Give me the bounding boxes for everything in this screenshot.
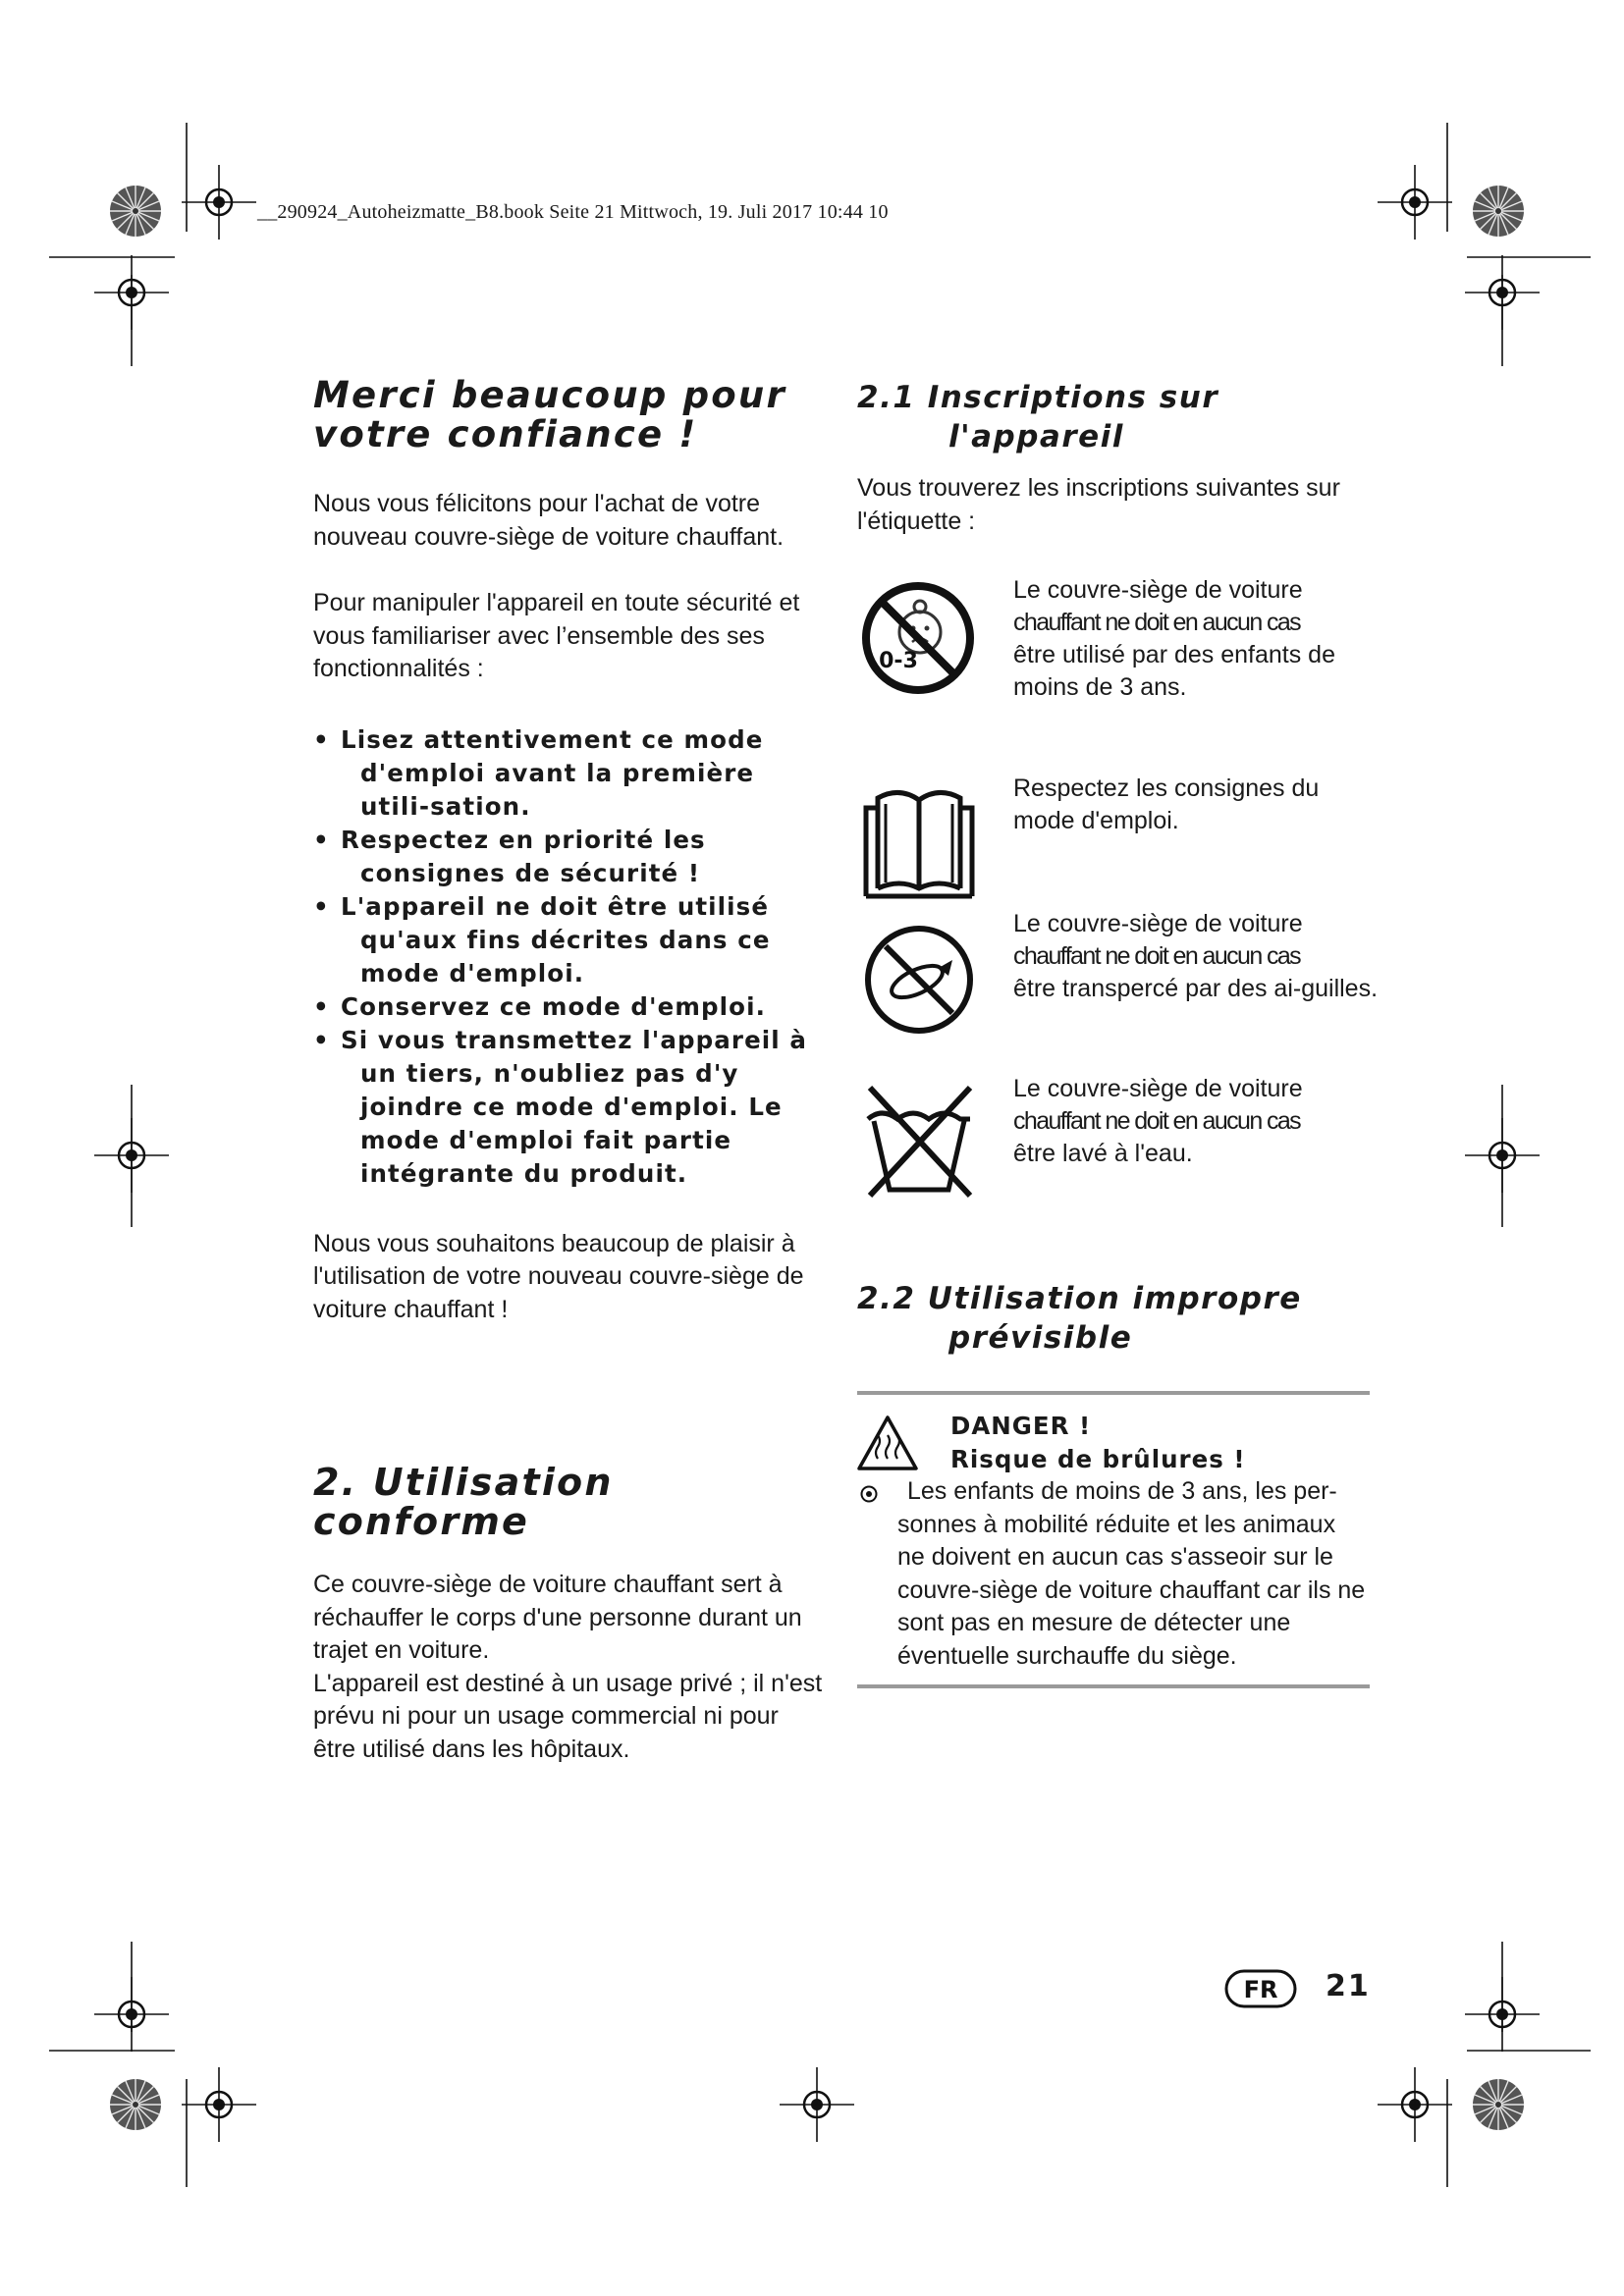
heat-warning-icon: [855, 1414, 920, 1472]
symbol-3-text: [1013, 908, 1386, 1005]
icon-label-0-3: 0-3: [879, 649, 918, 673]
intro-paragraph-2: [313, 587, 824, 686]
danger-label: DANGER !: [950, 1412, 1092, 1440]
intro-text-2: Pour manipuler l'appareil en toute sécurité et vous familiariser avec l’ensemble des ses fonctionnalités :: [313, 589, 800, 682]
intro-paragraph: [313, 488, 824, 554]
section-2-1-intro: Vous trouverez les inscriptions suivantes sur l'étiquette :: [857, 474, 1340, 535]
section-2-1: [857, 378, 1378, 538]
list-item: • Respectez en priorité les consignes de sécurité !: [313, 824, 824, 890]
no-pins-icon: [862, 923, 976, 1037]
danger-subtitle: Risque de brûlures !: [950, 1445, 1246, 1473]
section-2-2-title: [857, 1279, 1378, 1358]
section-2-body: [313, 1569, 824, 1766]
page-title-line1: Merci beaucoup pour: [313, 374, 786, 416]
symbol-4-text: [1013, 1073, 1386, 1170]
closing-paragraph: [313, 1228, 824, 1327]
section-2-text-1: Ce couvre-siège de voiture chauffant sert à réchauffer le corps d'une personne durant un trajet en voiture.: [313, 1571, 802, 1664]
instruction-manual-icon: [860, 780, 978, 903]
section-2: [313, 1463, 824, 1766]
symbol-1-line3: être utilisé par des enfants de moins de 3 ans.: [1013, 641, 1335, 701]
section-2-1-title: [857, 378, 1378, 456]
symbol-3-line2: chauffant ne doit en aucun cas: [1013, 942, 1301, 970]
list-item: • L'appareil ne doit être utilisé qu'aux fins décrites dans ce mode d'emploi.: [313, 890, 824, 990]
symbol-3-line3: être transpercé par des ai-guilles.: [1013, 975, 1379, 1002]
warning-top-rule: [857, 1391, 1370, 1395]
section-2-title: 2. Utilisation conforme: [313, 1461, 614, 1543]
page-title: [313, 376, 824, 454]
symbol-4-line2: chauffant ne doit en aucun cas: [1013, 1107, 1301, 1135]
symbol-4-line1: Le couvre-siège de voiture: [1013, 1075, 1303, 1102]
danger-heading: [950, 1410, 1363, 1476]
page-number: 21: [1326, 1969, 1371, 2003]
do-not-wash-icon: [860, 1080, 978, 1202]
symbol-4-line3: être lavé à l'eau.: [1013, 1140, 1193, 1167]
language-badge: [1224, 1969, 1297, 2008]
left-column: [313, 376, 824, 1326]
intro-text: Nous vous félicitons pour l'achat de votre nouveau couvre-siège de voiture chauffant.: [313, 490, 785, 551]
symbol-1-line1: Le couvre-siège de voiture: [1013, 576, 1303, 604]
symbol-1-text: [1013, 574, 1386, 704]
list-item: • Conservez ce mode d'emploi.: [313, 990, 824, 1024]
warning-bottom-rule: [857, 1684, 1370, 1688]
section-2-2: [857, 1279, 1378, 1358]
page-title-line2: votre confiance !: [313, 413, 698, 455]
section-2-2-title-line1: 2.2 Utilisation impropre: [857, 1281, 1302, 1316]
symbol-2-text: [1013, 773, 1386, 837]
language-badge-text: FR: [1243, 1976, 1278, 2003]
section-2-1-title-line1: 2.1 Inscriptions sur: [857, 380, 1219, 415]
symbol-1-line2: chauffant ne doit en aucun cas: [1013, 609, 1301, 636]
symbol-2-line1: Respectez les consignes du mode d'emploi.: [1013, 774, 1320, 834]
section-2-1-title-line2: l'appareil: [948, 419, 1124, 454]
list-item: • Si vous transmettez l'appareil à un tiers, n'oubliez pas d'y joindre ce mode d'emploi. Le mode d'emploi fait partie intégrante du produit.: [313, 1024, 824, 1191]
header-file-info: __290924_Autoheizmatte_B8.book Seite 21 Mittwoch, 19. Juli 2017 10:44 10: [257, 201, 889, 223]
closing-text: Nous vous souhaitons beaucoup de plaisir à l'utilisation de votre nouveau couvre-siège de voiture chauffant !: [313, 1229, 804, 1323]
no-children-0-3-icon: [859, 579, 977, 697]
instruction-list: [313, 723, 824, 1191]
list-item: • Lisez attentivement ce mode d'emploi avant la première utili-sation.: [313, 723, 824, 824]
section-2-2-title-line2: prévisible: [948, 1320, 1133, 1356]
symbol-3-line1: Le couvre-siège de voiture: [1013, 910, 1303, 937]
section-2-text-2: L'appareil est destiné à un usage privé ; il n'est prévu ni pour un usage commercial ni pour être utilisé dans les hôpitaux.: [313, 1669, 823, 1763]
bullet-target-icon: [859, 1484, 879, 1504]
danger-text: Les enfants de moins de 3 ans, les per-sonnes à mobilité réduite et les animaux ne doivent en aucun cas s'asseoir sur le couvre-siège de voiture chauffant car ils ne sont pas en mesure de détecter une éventuelle surchauffe du siège.: [897, 1477, 1366, 1670]
